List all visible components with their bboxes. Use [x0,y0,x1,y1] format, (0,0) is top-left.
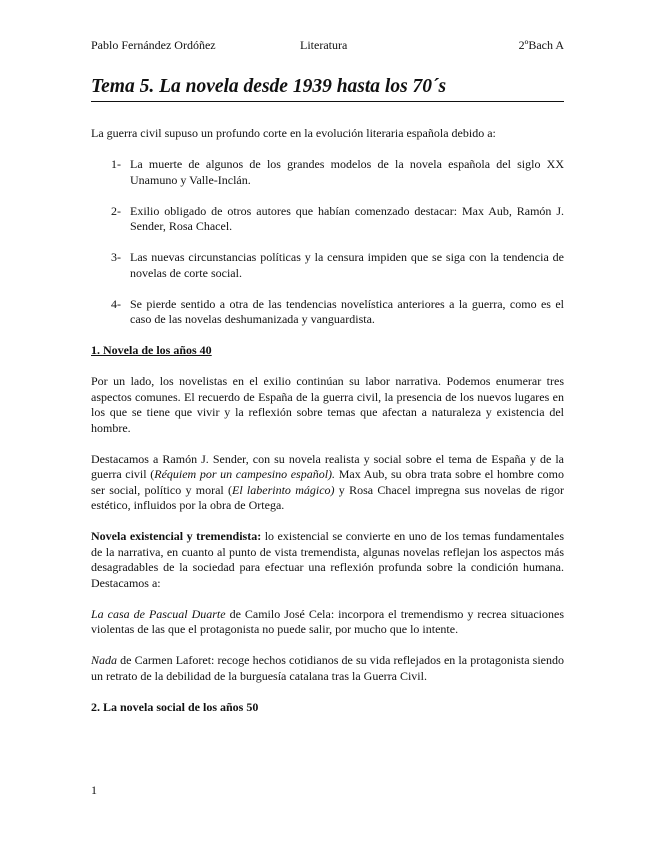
list-number: 4- [111,296,121,311]
text-run: de Carmen Laforet: recoge hechos cotidianos de su vida reflejados en la protagonista siendo un retrato de la debilidad de la burguesía catalana tras la Guerra Civil. [91,653,564,683]
header-course: 2ºBach A [518,38,564,52]
header-author: Pablo Fernández Ordóñez [91,38,216,52]
list-item [91,157,564,188]
document-body [91,126,564,731]
book-title-nada: Nada [91,653,118,667]
list-text: La muerte de algunos de los grandes modelos de la novela española del siglo XX Unamuno y Valle-Inclán. [130,157,564,187]
text-run: Max Aub, su obra trata sobre el hombre como ser social, político y moral ( [91,467,565,497]
text-run: y Rosa Chacel impregna sus novelas de rigor estético, influidos por la obra de Ortega. [91,482,564,512]
causes-list [91,157,564,328]
text-run: lo existencial se convierte en uno de los temas fundamentales de la narrativa, en cuanto al punto de vista tremendista, algunas novelas reflejan los aspectos más desagradables de la sociedad para efectuar una reflexión profunda sobre la condición humana. Destacamos a: [91,529,565,590]
list-text: Las nuevas circunstancias políticas y la censura impiden que se siga con la tendencia de novelas de corte social. [130,250,564,280]
book-title-pascual-duarte: La casa de Pascual Duarte [91,606,226,621]
document-title: Tema 5. La novela desde 1939 hasta los 70´s [91,76,564,102]
term-existential: Novela existencial y tremendista: [91,529,262,543]
list-number: 1- [111,157,121,171]
list-number: 3- [111,250,121,264]
list-text: Exilio obligado de otros autores que habían comenzado destacar: Max Aub, Ramón J. Sender, Rosa Chacel. [130,203,564,233]
list-number: 2- [111,203,121,218]
list-item [91,250,564,281]
page-number: 1 [91,783,97,797]
section-1-paragraph-authors [91,452,564,514]
section-1-paragraph-laforet [91,653,564,684]
section-2-heading: 2. La novela social de los años 50 [91,699,259,714]
list-text: Se pierde sentido a otra de las tendencias novelística anteriores a la guerra, como es el caso de las novelas deshumanizada y vanguardista. [130,296,564,326]
page-header [91,38,564,54]
section-1-heading: 1. Novela de los años 40 [91,343,212,357]
intro-paragraph: La guerra civil supuso un profundo corte en la evolución literaria española debido a: [91,126,496,140]
section-1-paragraph-existential [91,529,564,591]
list-item [91,297,564,328]
section-1-paragraph-exile: Por un lado, los novelistas en el exilio continúan su labor narrativa. Podemos enumerar tres aspectos comunes. El recuerdo de España de la guerra civil, la presencia de los nuevos lugares en los que se tiene que vivir y la reflexión sobre temas que afectan a naturaleza y existencia del hombre. [91,374,564,435]
book-title-requiem: Réquiem por un campesino español). [154,467,336,481]
text-run: Destacamos a Ramón J. Sender, con su novela realista y social sobre el tema de España y de la guerra civil ( [91,451,564,481]
header-subject: Literatura [300,38,348,52]
text-run: de Camilo José Cela: incorpora el tremendismo y recrea situaciones violentas de las que el protagonista no puede salir, por mucho que lo intente. [91,606,564,636]
book-title-laberinto: El laberinto mágico) [232,482,335,497]
section-1-paragraph-cela [91,607,564,638]
list-item [91,204,564,235]
